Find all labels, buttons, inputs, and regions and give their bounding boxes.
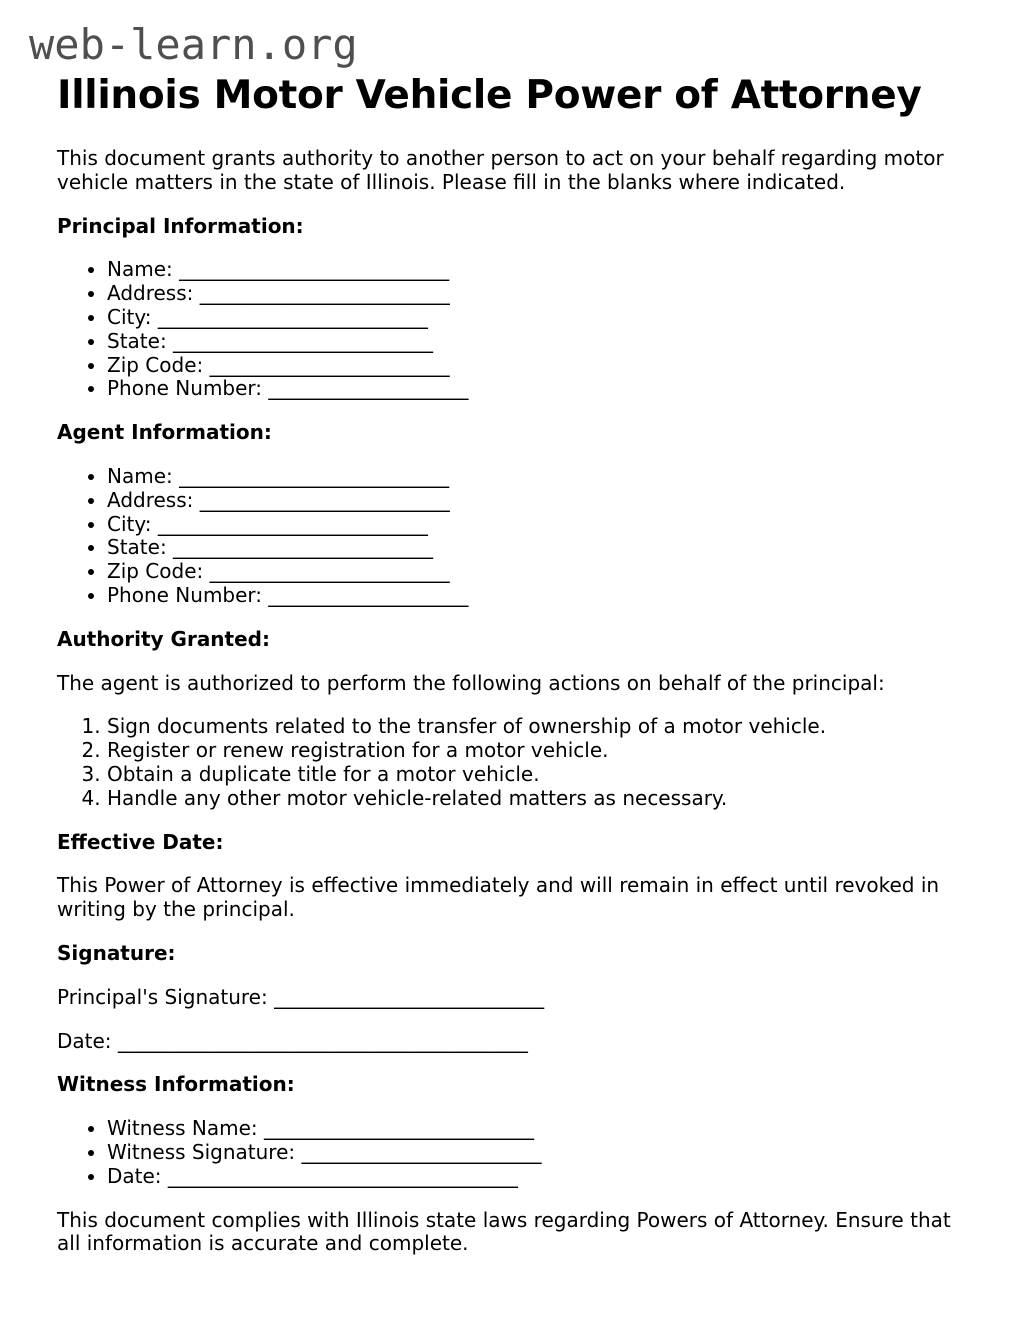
field-row-agent-name [107,465,968,489]
section-heading-principal: Principal Information: [57,213,304,238]
field-row-agent-zip [107,560,968,584]
effective-date-paragraph: This Power of Attorney is effective immediately and will remain in effect until revoked in writing by the principal. [57,873,940,922]
authority-intro: The agent is authorized to perform the following actions on behalf of the principal: [57,670,885,695]
blank-line: _________________________ [199,281,450,306]
witness-fields-list [57,1117,968,1188]
field-label: Witness Name: [107,1116,258,1141]
authority-item: 4. Handle any other motor vehicle-related matters as necessary. [107,787,968,811]
field-row-principal-city [107,306,968,330]
blank-line: _________________________________________ [117,1028,528,1053]
blank-line: ___________________________ [157,511,428,536]
field-label: Name: [107,257,173,282]
section-heading-authority: Authority Granted: [57,626,270,651]
section-heading-witness: Witness Information: [57,1072,295,1097]
section-heading-signature: Signature: [57,940,176,965]
signature-date-line [57,1030,968,1054]
field-row-agent-state [107,536,968,560]
field-row-principal-zip [107,354,968,378]
authority-item: 3. Obtain a duplicate title for a motor vehicle. [107,763,968,787]
page-title: Illinois Motor Vehicle Power of Attorney [57,73,922,118]
field-row-agent-address [107,489,968,513]
blank-line: __________________________ [173,328,434,353]
field-label: State: [107,535,167,560]
blank-line: ___________________________ [179,463,450,488]
compliance-footer: This document complies with Illinois state laws regarding Powers of Attorney. Ensure that all information is accurate and complete. [57,1207,951,1256]
principal-fields-list [57,258,968,401]
field-label: Witness Signature: [107,1139,296,1164]
field-row-principal-state [107,330,968,354]
authority-item: 2. Register or renew registration for a motor vehicle. [107,739,968,763]
agent-fields-list [57,465,968,608]
section-heading-effective-date: Effective Date: [57,829,224,854]
authority-actions-list [57,715,968,810]
field-label: Phone Number: [107,376,263,401]
blank-line: ___________________________________ [167,1163,518,1188]
field-label: Zip Code: [107,352,204,377]
field-label: Principal's Signature: [57,984,268,1009]
field-label: City: [107,511,152,536]
field-row-witness-date [107,1165,968,1189]
field-label: Date: [57,1028,112,1053]
blank-line: ________________________ [209,352,450,377]
field-row-principal-name [107,258,968,282]
field-label: City: [107,305,152,329]
blank-line: ___________________________ [274,984,545,1009]
blank-line: ____________________ [268,582,469,607]
field-label: Name: [107,463,173,488]
blank-line: ___________________________ [179,257,450,282]
site-logo: web-learn.org [29,20,358,69]
field-row-witness-signature [107,1141,968,1165]
intro-paragraph: This document grants authority to another person to act on your behalf regarding motor vehicle matters in the state of Illinois. Please fill in the blanks where indicated. [57,146,944,194]
field-label: Address: [107,487,194,512]
blank-line: _________________________ [199,487,450,512]
blank-line: ________________________ [301,1139,542,1164]
section-heading-agent: Agent Information: [57,420,272,445]
blank-line: ____________________ [268,376,469,401]
blank-line: ___________________________ [264,1116,535,1141]
field-label: Date: [107,1163,162,1188]
field-row-agent-phone [107,584,968,608]
field-label: Phone Number: [107,582,263,607]
principal-signature-line [57,986,968,1010]
blank-line: ________________________ [209,559,450,584]
field-label: State: [107,328,167,353]
field-row-agent-city [107,513,968,537]
field-label: Zip Code: [107,559,204,584]
field-row-witness-name [107,1117,968,1141]
field-row-principal-phone [107,377,968,401]
field-label: Address: [107,281,194,306]
blank-line: __________________________ [173,535,434,560]
blank-line: ___________________________ [157,305,428,329]
field-row-principal-address [107,282,968,306]
authority-item: 1. Sign documents related to the transfer of ownership of a motor vehicle. [107,715,968,739]
